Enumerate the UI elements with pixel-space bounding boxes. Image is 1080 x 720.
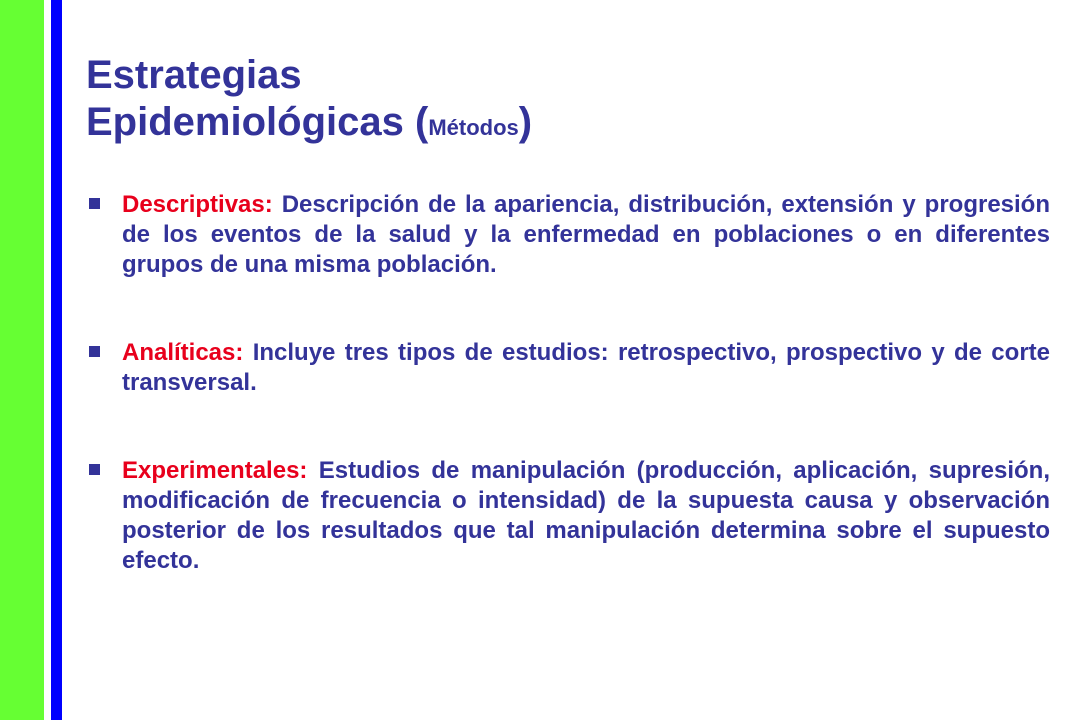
term-description: Descripción de la apariencia, distribución, extensión y progresión de los eventos de la salud y la enfermedad en poblaciones o en diferentes grupos de una misma población. (122, 191, 1050, 278)
left-blue-stripe (51, 0, 62, 720)
bullet-list (86, 190, 1050, 576)
term-label: Experimentales: (122, 457, 308, 484)
title-main-word: Epidemiológicas (86, 100, 404, 144)
term-description: Estudios de manipulación (producción, aplicación, supresión, modificación de frecuencia o intensidad) de la supuesta causa y observación posterior de los resultados que tal manipulación determina sobre el supuesto efecto. (122, 457, 1051, 574)
slide-title (86, 52, 532, 151)
title-line-2 (86, 99, 532, 151)
square-bullet-icon (89, 346, 100, 357)
list-item-analiticas (86, 338, 1050, 398)
square-bullet-icon (89, 198, 100, 209)
list-item-experimentales (86, 456, 1050, 576)
title-subtitle: Métodos (428, 115, 519, 140)
term-label: Descriptivas: (122, 191, 273, 218)
title-line-1: Estrategias (86, 53, 302, 97)
left-white-gap (44, 0, 51, 720)
term-description: Incluye tres tipos de estudios: retrospectivo, prospectivo y de corte transversal. (122, 339, 1050, 396)
title-paren-close: ) (518, 100, 533, 144)
square-bullet-icon (89, 464, 100, 475)
left-green-stripe (0, 0, 44, 720)
list-item-descriptivas (86, 190, 1050, 280)
term-label: Analíticas: (122, 339, 244, 366)
title-paren-open: ( (414, 100, 429, 144)
